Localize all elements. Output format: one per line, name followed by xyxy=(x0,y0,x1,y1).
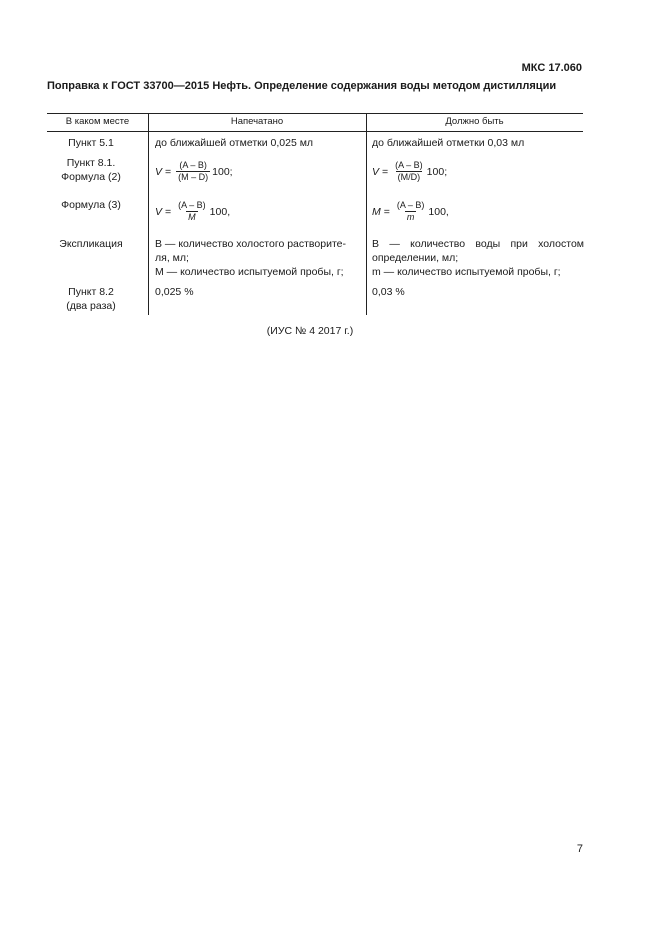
column-divider xyxy=(366,113,367,315)
row-should: до ближайшей отметки 0,03 мл xyxy=(372,137,525,149)
classification-code: МКС 17.060 xyxy=(521,62,582,74)
row-printed: до ближайшей отметки 0,025 мл xyxy=(155,137,314,149)
row-printed: 0,025 % xyxy=(155,286,194,298)
formula-should: M = $\frac{(A - B)}{m}$ 100, xyxy=(372,200,449,222)
row-place: Пункт 5.1 xyxy=(68,137,114,149)
column-header-place: В каком месте xyxy=(65,116,130,127)
row-place: Формула (3) xyxy=(61,199,121,211)
document-title: Поправка к ГОСТ 33700—2015 Нефть. Определение содержания воды методом дистилляции xyxy=(47,80,557,92)
row-printed: B — количество холостого растворите- ля, мл; M — количество испытуемой пробы, г; xyxy=(155,238,346,278)
row-place: Пункт 8.1. Формула (2) xyxy=(61,157,121,183)
row-place: Экспликация xyxy=(59,238,123,250)
column-header-should: Должно быть xyxy=(445,116,504,127)
formula-should: V = $\frac{(A - B)}{(M/D)}$ 100; xyxy=(372,160,448,182)
table-header-rule xyxy=(47,131,583,132)
row-should: 0,03 % xyxy=(372,286,405,298)
column-header-printed: Напечатано xyxy=(230,116,284,127)
column-divider xyxy=(148,113,149,315)
table-top-rule xyxy=(47,113,583,114)
page-number: 7 xyxy=(576,843,583,855)
source-note: (ИУС № 4 2017 г.) xyxy=(266,325,354,337)
row-place: Пункт 8.2 (два раза) xyxy=(66,286,116,312)
formula-printed: V = $\frac{(A - B)}{(M - D)}$ 100; xyxy=(155,160,233,182)
row-should: B — количество воды при холостом определении, мл; m — количество испытуемой пробы, г; xyxy=(372,238,584,278)
formula-printed: V = $\frac{(A - B)}{M}$ 100, xyxy=(155,200,231,222)
